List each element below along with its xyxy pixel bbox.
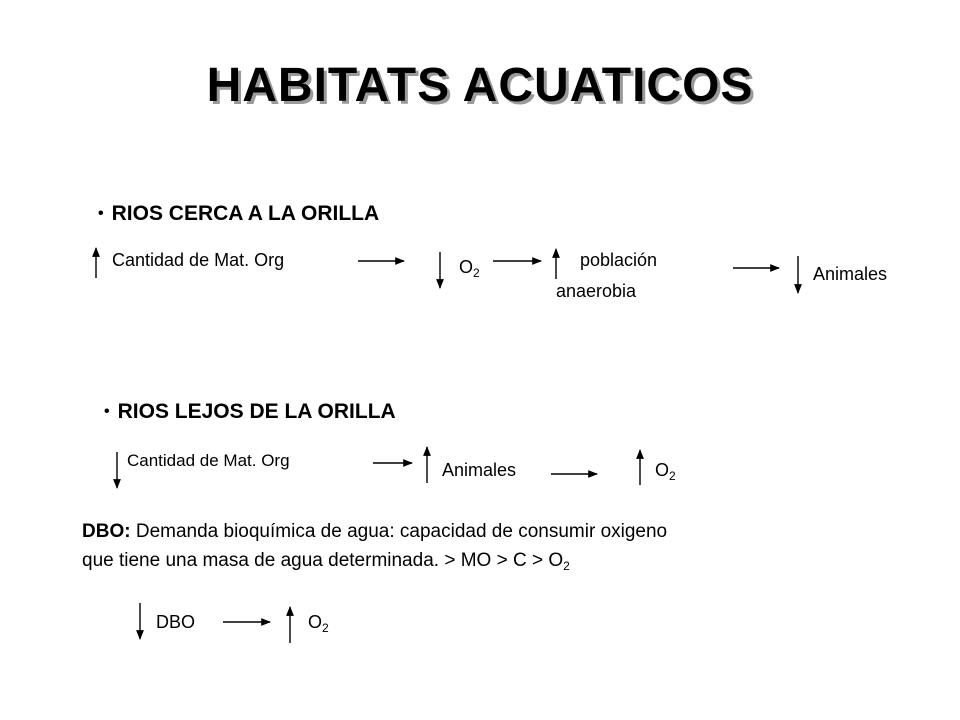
page-title: HABITATS ACUATICOS <box>206 59 754 112</box>
section2-o2-subscript: 2 <box>669 469 676 483</box>
section1-population-line2: anaerobia <box>556 281 637 301</box>
section2-matter-label: Cantidad de Mat. Org <box>127 451 290 470</box>
section2-animals-label: Animales <box>442 460 517 480</box>
dbo-definition-text2: que tiene una masa de agua determinada. > MO > C > O <box>82 550 564 571</box>
relation-o2-text: O <box>308 612 323 632</box>
section1-o2-subscript: 2 <box>473 266 480 280</box>
section2-heading-text: RIOS LEJOS DE LA ORILLA <box>117 400 396 423</box>
section1-animals-label: Animales <box>813 264 888 284</box>
dbo-definition-subscript: 2 <box>563 559 570 573</box>
bullet-icon: • <box>98 205 104 222</box>
section1-matter-label: Cantidad de Mat. Org <box>112 250 285 270</box>
section1-heading-text: RIOS CERCA A LA ORILLA <box>111 202 380 225</box>
section1-o2-text: O <box>459 257 474 277</box>
section1-population-line1: población <box>580 250 658 270</box>
dbo-term: DBO: <box>82 521 131 542</box>
section2-o2-text: O <box>655 460 670 480</box>
bullet-icon: • <box>104 403 110 420</box>
relation-dbo-label: DBO <box>156 612 196 632</box>
dbo-definition-text1: Demanda bioquímica de agua: capacidad de consumir oxigeno <box>130 521 668 542</box>
relation-o2-subscript: 2 <box>322 621 329 635</box>
